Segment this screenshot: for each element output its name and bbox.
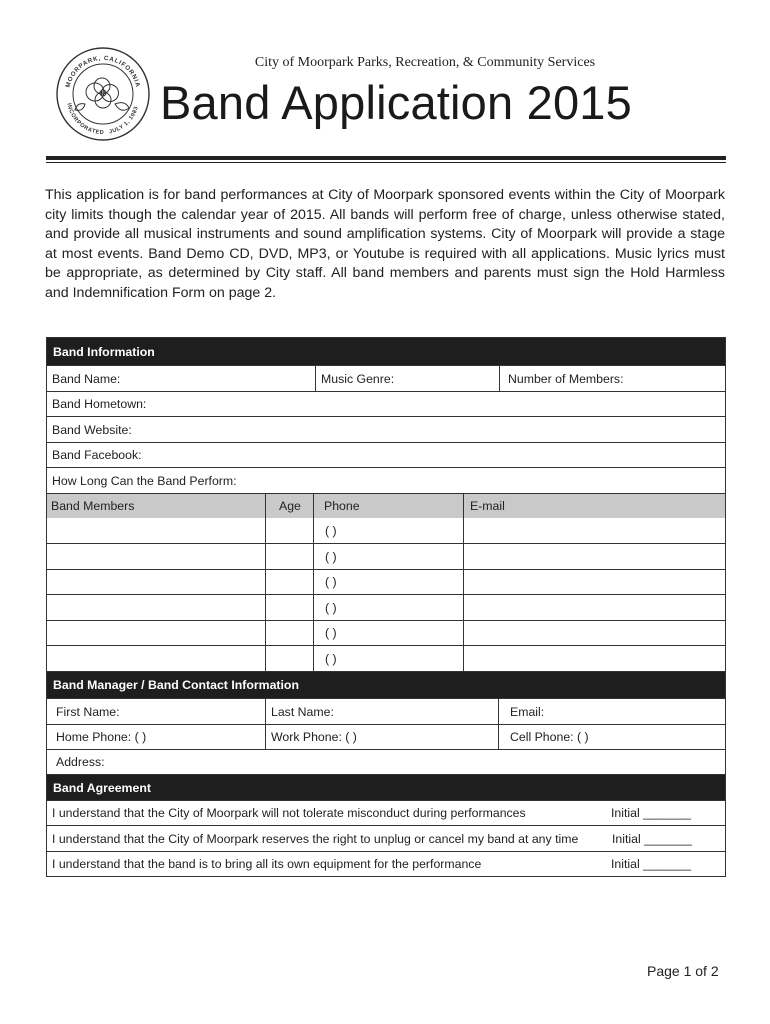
- agreement-item: [47, 851, 725, 876]
- agreement-item: [47, 825, 725, 851]
- application-form: [46, 337, 726, 877]
- number-of-members-field[interactable]: Number of Members:: [499, 366, 725, 391]
- contact-name-row: [47, 698, 725, 724]
- agreement-header: [47, 774, 725, 800]
- first-name-field[interactable]: First Name:: [56, 704, 120, 719]
- initial-field[interactable]: Initial _______: [611, 857, 691, 871]
- table-row: [47, 518, 725, 543]
- member-age-cell[interactable]: [265, 544, 313, 569]
- phone-placeholder: ( ): [325, 600, 337, 615]
- band-name-row: [47, 365, 725, 391]
- page-number: Page 1 of 2: [647, 963, 719, 979]
- email-field[interactable]: Email:: [498, 699, 725, 724]
- agreement-item: [47, 800, 725, 825]
- agreement-text: I understand that the City of Moorpark will not tolerate misconduct during performances: [52, 806, 526, 820]
- member-phone-cell[interactable]: [313, 544, 463, 569]
- member-name-cell[interactable]: [47, 518, 265, 543]
- band-info-header: [47, 338, 725, 365]
- member-age-cell[interactable]: [265, 621, 313, 645]
- member-age-cell[interactable]: [265, 595, 313, 620]
- members-table-body: [47, 518, 725, 671]
- music-genre-field[interactable]: Music Genre:: [315, 366, 499, 391]
- table-row: [47, 569, 725, 594]
- member-name-cell[interactable]: [47, 570, 265, 594]
- contact-header: [47, 671, 725, 698]
- band-website-field[interactable]: Band Website:: [52, 422, 132, 437]
- column-header: Age: [265, 494, 313, 518]
- agreement-text: I understand that the City of Moorpark reserves the right to unplug or cancel my band at any time: [52, 831, 579, 846]
- hometown-row: [47, 391, 725, 416]
- member-email-cell[interactable]: [463, 544, 725, 569]
- facebook-row: [47, 442, 725, 467]
- band-facebook-field[interactable]: Band Facebook:: [52, 448, 142, 462]
- table-row: [47, 645, 725, 671]
- column-header: Band Members: [51, 499, 135, 513]
- contact-phone-row: [47, 724, 725, 749]
- member-age-cell[interactable]: [265, 646, 313, 671]
- phone-placeholder: ( ): [325, 523, 337, 538]
- section-title: Band Manager / Band Contact Information: [53, 678, 299, 692]
- member-phone-cell[interactable]: [313, 570, 463, 594]
- intro-paragraph: This application is for band performances at City of Moorpark sponsored events within the City of Moorpark city limits though the calendar year of 2015. All bands will perform free of charge, unless otherwise stated, and provide all musical instruments and sound amplification systems. City of Moorpark will provide a stage at most events. Band Demo CD, DVD, MP3, or Youtube is required with all applications. Music lyrics must be appropriate, as determined by City staff. All band members and parents must sign the Hold Harmless and Indemnification Form on page 2.: [45, 187, 725, 301]
- member-age-cell[interactable]: [265, 518, 313, 543]
- phone-placeholder: ( ): [325, 549, 337, 564]
- table-row: [47, 594, 725, 620]
- website-row: [47, 416, 725, 442]
- header-divider: [46, 156, 726, 160]
- member-email-cell[interactable]: [463, 570, 725, 594]
- member-phone-cell[interactable]: [313, 518, 463, 543]
- member-age-cell[interactable]: [265, 570, 313, 594]
- perform-length-row: [47, 467, 725, 493]
- member-name-cell[interactable]: [47, 621, 265, 645]
- page-title: Band Application 2015: [160, 76, 632, 129]
- section-title: Band Information: [53, 344, 155, 359]
- member-email-cell[interactable]: [463, 646, 725, 671]
- member-email-cell[interactable]: [463, 518, 725, 543]
- address-row: [47, 749, 725, 774]
- header-divider-thin: [46, 162, 726, 163]
- initial-field[interactable]: Initial _______: [611, 806, 691, 820]
- column-header: E-mail: [463, 494, 725, 518]
- member-name-cell[interactable]: [47, 544, 265, 569]
- phone-placeholder: ( ): [325, 575, 337, 589]
- table-row: [47, 620, 725, 645]
- column-header: Phone: [313, 494, 463, 518]
- address-field[interactable]: Address:: [56, 755, 105, 769]
- member-phone-cell[interactable]: [313, 646, 463, 671]
- cell-phone-field[interactable]: Cell Phone: ( ): [498, 725, 725, 749]
- section-title: Band Agreement: [53, 780, 151, 795]
- band-hometown-field[interactable]: Band Hometown:: [52, 397, 147, 411]
- phone-placeholder: ( ): [325, 651, 337, 666]
- member-name-cell[interactable]: [47, 646, 265, 671]
- svg-text:INCORPORATED: INCORPORATED: [65, 102, 105, 137]
- member-phone-cell[interactable]: [313, 621, 463, 645]
- table-row: [47, 543, 725, 569]
- agreement-text: I understand that the band is to bring all its own equipment for the performance: [52, 857, 482, 871]
- member-email-cell[interactable]: [463, 595, 725, 620]
- perform-length-field[interactable]: How Long Can the Band Perform:: [52, 473, 237, 488]
- band-name-field[interactable]: Band Name:: [52, 371, 121, 386]
- initial-field[interactable]: Initial _______: [612, 831, 692, 846]
- city-seal-logo: [55, 46, 151, 142]
- members-table-header: [47, 493, 725, 518]
- svg-text:JULY 1, 1983: JULY 1, 1983: [108, 105, 140, 136]
- organization-name: City of Moorpark Parks, Recreation, & Community Services: [254, 55, 596, 70]
- work-phone-field[interactable]: Work Phone: ( ): [265, 725, 498, 749]
- home-phone-field[interactable]: Home Phone: ( ): [56, 730, 147, 744]
- phone-placeholder: ( ): [325, 626, 337, 640]
- member-phone-cell[interactable]: [313, 595, 463, 620]
- svg-text:MOORPARK, CALIFORNIA: MOORPARK, CALIFORNIA: [64, 54, 142, 89]
- last-name-field[interactable]: Last Name:: [265, 699, 498, 724]
- member-email-cell[interactable]: [463, 621, 725, 645]
- member-name-cell[interactable]: [47, 595, 265, 620]
